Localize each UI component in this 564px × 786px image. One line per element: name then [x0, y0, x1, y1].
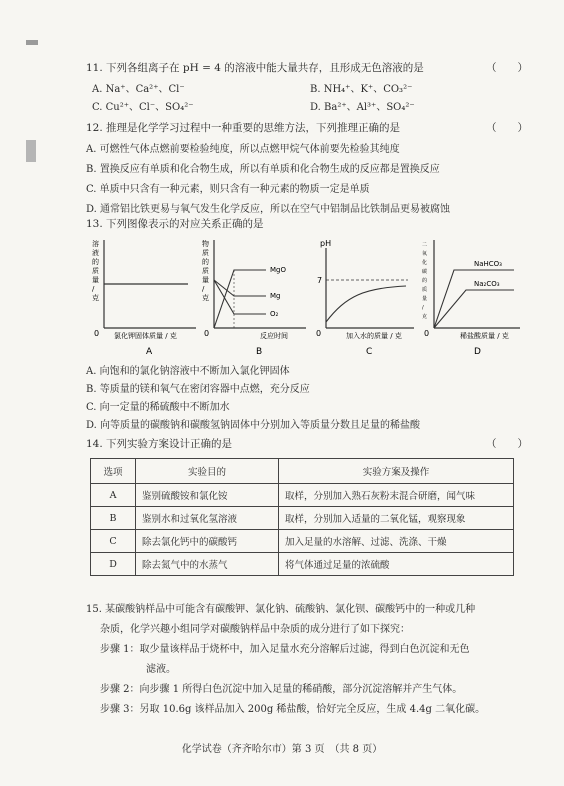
q14-row-b-option: B	[91, 507, 136, 530]
graph-d-ylabel-char: /	[422, 305, 424, 311]
graph-d-ylabel-char: 量	[422, 296, 428, 302]
q14-row-c-option: C	[91, 530, 136, 553]
q13-option-a: A. 向饱和的氯化钠溶液中不断加入氯化钾固体	[86, 366, 290, 377]
graph-a-ylabel-char: 质	[92, 267, 99, 275]
q14-row-b-purpose: 鉴别水和过氧化氢溶液	[136, 507, 279, 530]
graph-b-ylabel-char: 克	[202, 294, 209, 302]
q15-step2: 步骤 2：向步骤 1 所得白色沉淀中加入足量的稀硝酸，部分沉淀溶解并产生气体。	[100, 684, 463, 695]
q14-header-purpose: 实验目的	[136, 459, 279, 484]
graph-b-xlabel: 反应时间	[260, 332, 288, 340]
graph-d-ylabel-char: 碳	[422, 269, 428, 275]
q12-answer-paren: （ ）	[486, 122, 528, 134]
scan-mark-side	[26, 140, 36, 162]
graph-d-ylabel-char: 的	[422, 278, 428, 284]
q12-option-a: A. 可燃性气体点燃前要检验纯度，所以点燃甲烷气体前要先检验其纯度	[86, 144, 400, 155]
q14-row-d-purpose: 除去氮气中的水蒸气	[136, 553, 279, 576]
graph-b-label-mg: Mg	[270, 292, 281, 300]
graph-d-label-nahco3: NaHCO₃	[474, 260, 502, 268]
graph-a-ylabel-char: 量	[92, 276, 99, 284]
q13-stem: 13. 下列图像表示的对应关系正确的是	[86, 218, 264, 230]
scan-mark-top	[26, 40, 38, 45]
graph-b-ylabel-char: 质	[202, 267, 209, 275]
q11-option-c: C. Cu²⁺、Cl⁻、SO₄²⁻	[92, 102, 194, 113]
graph-c-mark-7: 7	[317, 276, 323, 285]
graph-c-caption: C	[366, 347, 373, 357]
q14-stem: 14. 下列实验方案设计正确的是	[86, 438, 233, 450]
q13-option-b: B. 等质量的镁和氧气在密闭容器中点燃，充分反应	[86, 384, 310, 395]
q15-line1: 15. 某碳酸钠样品中可能含有碳酸钾、氯化钠、硫酸钠、氯化钡、碳酸钙中的一种或几种	[86, 604, 476, 615]
graph-b-label-mgo: MgO	[270, 266, 286, 274]
graph-a-ylabel-char: /	[92, 285, 95, 293]
graph-a-ylabel-char: 液	[92, 249, 99, 257]
graph-b-ylabel-char: /	[202, 285, 205, 293]
graph-d	[422, 240, 520, 340]
graph-d-line-na2co3	[434, 290, 514, 328]
q12-stem: 12. 推理是化学学习过程中一种重要的思维方法，下列推理正确的是	[86, 122, 401, 134]
q14-row-a-plan: 取样，分别加入熟石灰粉末混合研磨，闻气味	[279, 484, 514, 507]
graph-b-line-o2	[214, 280, 266, 314]
graph-a-xlabel: 氯化钾固体质量 / 克	[114, 332, 177, 340]
graph-a-ylabel-char: 溶	[92, 240, 99, 248]
graph-d-origin: 0	[424, 329, 430, 338]
table-row	[91, 530, 514, 553]
graph-b-ylabel	[202, 239, 209, 302]
q15-line2: 杂质，化学兴趣小组同学对碳酸钠样品中杂质的成分进行了如下探究：	[100, 624, 410, 635]
q14-row-a-option: A	[91, 484, 136, 507]
graph-c	[316, 239, 414, 340]
graph-a-origin: 0	[94, 329, 100, 338]
q14-row-d-plan: 将气体通过足量的浓硫酸	[279, 553, 514, 576]
q14-table-header	[91, 459, 514, 484]
q11-stem: 11. 下列各组离子在 pH = 4 的溶液中能大量共存，且形成无色溶液的是	[86, 62, 424, 74]
q14-header-option: 选项	[91, 459, 136, 484]
graph-a-caption: A	[146, 347, 153, 357]
table-row	[91, 553, 514, 576]
graph-c-origin: 0	[316, 329, 322, 338]
q15-step1-cont: 滤液。	[146, 664, 176, 675]
graph-b-ylabel-char: 物	[202, 240, 209, 248]
q14-table	[90, 458, 514, 576]
graph-d-label-na2co3: Na₂CO₃	[474, 280, 500, 288]
graph-d-line-nahco3	[434, 270, 514, 328]
q14-row-c-purpose: 除去氯化钙中的碳酸钙	[136, 530, 279, 553]
graph-a-ylabel	[92, 239, 99, 302]
q14-row-d-option: D	[91, 553, 136, 576]
q11-option-d: D. Ba²⁺、Al³⁺、SO₄²⁻	[310, 102, 415, 113]
graph-c-curve	[326, 286, 406, 322]
q11-option-b: B. NH₄⁺、K⁺、CO₃²⁻	[310, 84, 413, 95]
q12-option-d: D. 通常铝比铁更易与氧气发生化学反应，所以在空气中铝制品比铁制品更易被腐蚀	[86, 204, 451, 215]
graph-a-ylabel-char: 的	[92, 258, 99, 266]
q14-header-plan: 实验方案及操作	[279, 459, 514, 484]
graph-d-caption: D	[474, 347, 481, 357]
q13-option-d: D. 向等质量的碳酸钠和碳酸氢钠固体中分别加入等质量分数且足量的稀盐酸	[86, 420, 421, 431]
q12-option-c: C. 单质中只含有一种元素，则只含有一种元素的物质一定是单质	[86, 184, 370, 195]
graph-c-xlabel: 加入水的质量 / 克	[346, 332, 402, 340]
graph-b-ylabel-char: 质	[202, 249, 209, 257]
graph-d-ylabel-char: 质	[422, 287, 428, 293]
graph-d-ylabel-char: 克	[422, 314, 428, 320]
graph-b-label-o2: O₂	[270, 310, 279, 318]
graph-b-ylabel-char: 量	[202, 276, 209, 284]
graph-d-ylabel-char: 氧	[422, 251, 428, 257]
graph-d-xlabel: 稀盐酸质量 / 克	[460, 332, 509, 340]
graph-d-ylabel	[422, 242, 427, 320]
q11-option-a: A. Na⁺、Ca²⁺、Cl⁻	[92, 84, 185, 95]
page-footer: 化学试卷（齐齐哈尔市）第 3 页 （共 8 页）	[181, 744, 383, 755]
q15-step3: 步骤 3：另取 10.6g 该样品加入 200g 稀盐酸，恰好完全反应，生成 4.4g 二氧化碳。	[100, 704, 486, 715]
graph-d-ylabel-char: 二	[422, 242, 428, 248]
graph-c-ylabel: pH	[320, 239, 332, 248]
q13-graphs-svg	[84, 236, 524, 358]
graph-b-caption: B	[256, 347, 263, 357]
q15-step1: 步骤 1：取少量该样品于烧杯中，加入足量水充分溶解后过滤，得到白色沉淀和无色	[100, 644, 470, 655]
graph-a	[92, 239, 196, 340]
q12-option-b: B. 置换反应有单质和化合物生成，所以有单质和化合物生成的反应都是置换反应	[86, 164, 440, 175]
q14-row-a-purpose: 鉴别硫酸铵和氯化铵	[136, 484, 279, 507]
table-row	[91, 507, 514, 530]
graph-b	[202, 239, 306, 340]
q13-option-c: C. 向一定量的稀硫酸中不断加水	[86, 402, 230, 413]
q14-answer-paren: （ ）	[486, 438, 528, 450]
graph-a-ylabel-char: 克	[92, 294, 99, 302]
graph-b-origin: 0	[204, 329, 210, 338]
table-row	[91, 484, 514, 507]
graph-b-ylabel-char: 的	[202, 258, 209, 266]
graph-d-ylabel-char: 化	[422, 260, 428, 266]
graph-b-line-mgo	[214, 270, 266, 328]
q14-row-c-plan: 加入足量的水溶解、过滤、洗涤、干燥	[279, 530, 514, 553]
q11-answer-paren: （ ）	[486, 62, 528, 74]
q14-row-b-plan: 取样，分别加入适量的二氧化锰，观察现象	[279, 507, 514, 530]
q13-graphs	[84, 236, 524, 358]
